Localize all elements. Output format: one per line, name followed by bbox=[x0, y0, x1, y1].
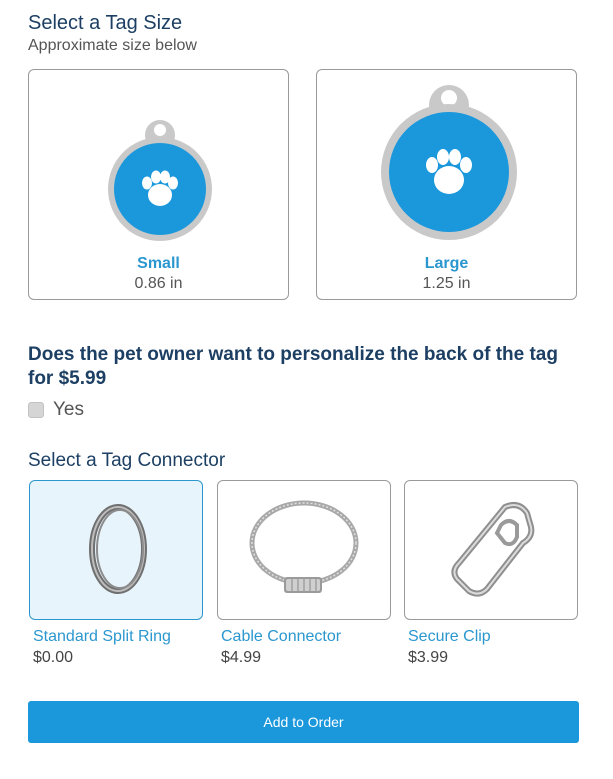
tag-size-subtitle: Approximate size below bbox=[28, 37, 197, 54]
paw-tag-icon bbox=[105, 115, 215, 245]
connector-price: $0.00 bbox=[33, 649, 74, 666]
connector-card-secure-clip[interactable] bbox=[404, 480, 578, 620]
connector-name[interactable]: Standard Split Ring bbox=[33, 628, 171, 645]
tag-size-name: Large bbox=[424, 255, 469, 272]
tag-size-name: Small bbox=[137, 255, 180, 272]
connector-card-cable[interactable] bbox=[217, 480, 391, 620]
tag-size-card-small[interactable] bbox=[28, 69, 289, 300]
personalize-question: Does the pet owner want to personalize the back of the tag for $5.99 bbox=[28, 344, 558, 389]
connector-name[interactable]: Secure Clip bbox=[408, 628, 491, 645]
connector-price: $3.99 bbox=[408, 649, 449, 666]
tag-size-dimension: 1.25 in bbox=[422, 275, 471, 292]
connector-card-split-ring[interactable] bbox=[29, 480, 203, 620]
personalize-checkbox-label[interactable]: Yes bbox=[53, 399, 84, 420]
cable-connector-icon bbox=[218, 481, 392, 621]
tag-size-title: Select a Tag Size bbox=[28, 12, 183, 34]
personalize-checkbox-row[interactable] bbox=[28, 399, 84, 421]
connector-title: Select a Tag Connector bbox=[28, 450, 226, 471]
add-to-order-button[interactable]: Add to Order bbox=[28, 701, 579, 743]
connector-price: $4.99 bbox=[221, 649, 262, 666]
tag-size-dimension: 0.86 in bbox=[134, 275, 183, 292]
tag-size-card-large[interactable] bbox=[316, 69, 577, 300]
paw-tag-icon bbox=[379, 80, 519, 245]
secure-clip-icon bbox=[405, 481, 579, 621]
connector-name[interactable]: Cable Connector bbox=[221, 628, 342, 645]
split-ring-icon bbox=[30, 481, 204, 621]
personalize-checkbox[interactable] bbox=[28, 402, 44, 418]
